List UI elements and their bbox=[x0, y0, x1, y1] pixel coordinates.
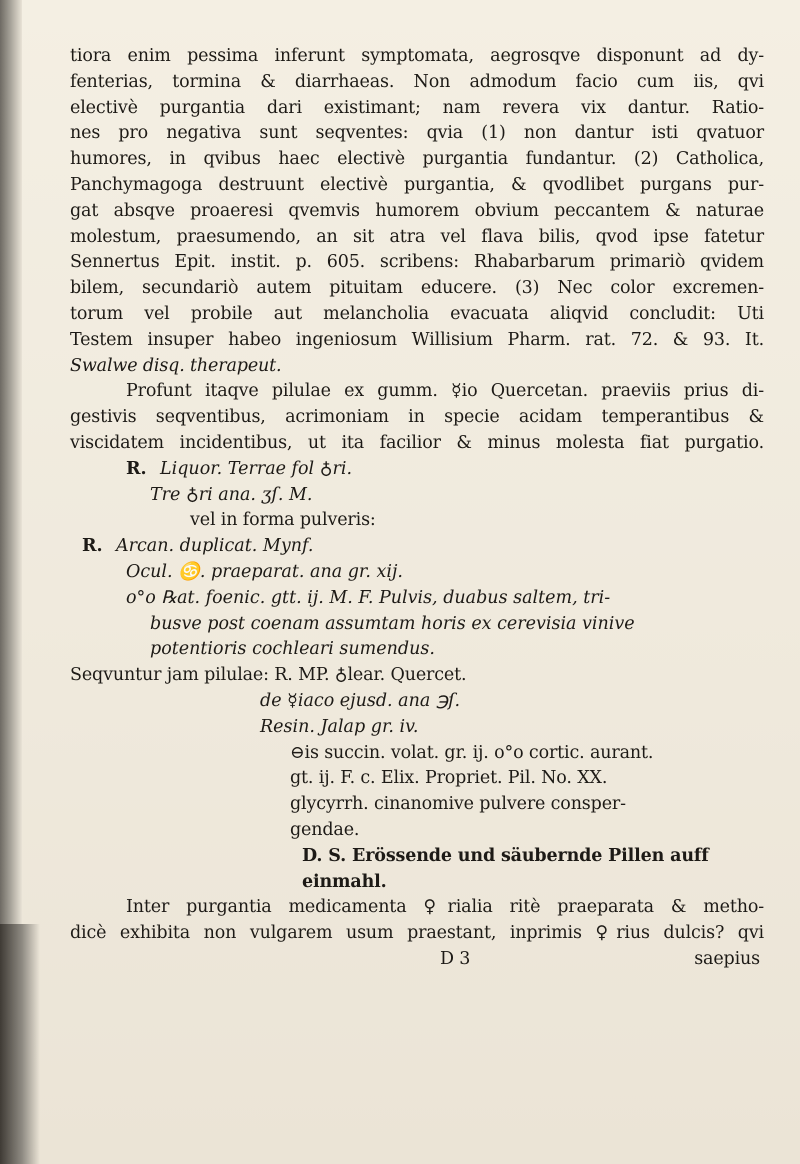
recipe-line: busve post coenam assumtam horis ex cerevisia vinive bbox=[150, 613, 635, 634]
text-line: dicè exhibita non vulgarem usum praestant, inprimis ♀rius dulcis? qvi bbox=[70, 923, 764, 944]
text-line: Testem insuper habeo ingeniosum Willisium Pharm. rat. 72. & 93. It. bbox=[70, 329, 764, 350]
recipe-line: vel in forma pulveris: bbox=[190, 510, 376, 531]
text-line: Swalwe disq. therapeut. bbox=[70, 355, 282, 376]
recipe-text: Liquor. Terrae fol ♁ri. bbox=[160, 458, 353, 479]
text-line: gat absqve proaeresi qvemvis humorem obvium peccantem & naturae bbox=[70, 200, 764, 221]
text-line: Profunt itaqve pilulae ex gumm. ☿io Quercetan. praeviis prius di- bbox=[126, 381, 764, 402]
recipe-line: Resin. Jalap gr. iv. bbox=[260, 716, 419, 737]
text-line: molestum, praesumendo, an sit atra vel flava bilis, qvod ipse fatetur bbox=[70, 226, 764, 247]
text-line: tiora enim pessima inferunt symptomata, aegrosqve disponunt ad dy- bbox=[70, 46, 764, 66]
recipe-mark: R. bbox=[82, 536, 103, 557]
text-line: gestivis seqventibus, acrimoniam in specie acidam temperantibus & bbox=[70, 407, 764, 428]
closing-text bbox=[70, 895, 764, 973]
text-line: Panchymagoga destruunt electivè purgantia, & qvodlibet purgans pur- bbox=[70, 174, 764, 195]
recipe-line bbox=[70, 457, 764, 483]
text-line: humores, in qvibus haec electivè purgantia fundantur. (2) Catholica, bbox=[70, 149, 764, 170]
body-text bbox=[70, 44, 764, 457]
recipe-signa bbox=[70, 844, 764, 870]
signa-text: einmahl. bbox=[302, 871, 387, 892]
binding-shadow-dark bbox=[0, 924, 40, 1164]
text-line: nes pro negativa sunt seqventes: qvia (1) non dantur isti qvatuor bbox=[70, 123, 764, 144]
recipe-line: gt. ij. F. c. Elix. Propriet. Pil. No. XX. bbox=[290, 768, 608, 789]
recipe-line: Ocul. ♋. praeparat. ana gr. xij. bbox=[126, 561, 403, 582]
text-line: electivè purgantia dari existimant; nam revera vix dantur. Ratio- bbox=[70, 97, 764, 118]
recipe-mark: R. bbox=[126, 458, 147, 479]
recipe-line: o°o ℞at. foenic. gtt. ij. M. F. Pulvis, duabus saltem, tri- bbox=[126, 587, 611, 608]
recipe-signa bbox=[70, 870, 764, 896]
recipe-line: potentioris cochleari sumendus. bbox=[150, 639, 435, 660]
text-line: Seqvuntur jam pilulae: R. MP. ♁lear. Quercet. bbox=[70, 665, 467, 686]
recipe-line: glycyrrh. cinanomive pulvere consper- bbox=[290, 794, 626, 815]
signa-text: D. S. Erössende und säubernde Pillen auff bbox=[302, 845, 709, 866]
recipe-text: Arcan. duplicat. Mynf. bbox=[116, 536, 314, 557]
text-line: torum vel probile aut melancholia evacuata aliqvid concludit: Uti bbox=[70, 303, 764, 324]
recipe-pills bbox=[70, 663, 764, 895]
signature-mark: D 3 bbox=[440, 948, 471, 969]
text-line: Inter purgantia medicamenta ♀rialia ritè praeparata & metho- bbox=[126, 897, 764, 918]
catchword: saepius bbox=[694, 948, 760, 969]
recipe-line: gendae. bbox=[290, 819, 360, 840]
recipe-line bbox=[70, 534, 764, 560]
text-line: viscidatem incidentibus, ut ita facilior & minus molesta fiat purgatio. bbox=[70, 432, 764, 453]
recipe-line: de ☿iaco ejusd. ana ℈ſ. bbox=[260, 690, 461, 711]
text-line: Sennertus Epit. instit. p. 605. scribens: Rhabarbarum primariò qvidem bbox=[70, 252, 764, 273]
text-line: fenterias, tormina & diarrhaeas. Non admodum facio cum iis, qvi bbox=[70, 71, 764, 92]
recipe-line: Tre ♁ri ana. ʒſ. M. bbox=[150, 484, 313, 505]
footer-line bbox=[70, 947, 764, 973]
text-line: bilem, secundariò autem pituitam educere. (3) Nec color excremen- bbox=[70, 278, 764, 299]
recipe-line: ⊖is succin. volat. gr. ij. o°o cortic. aurant. bbox=[290, 742, 654, 763]
recipe-powder bbox=[70, 457, 764, 663]
